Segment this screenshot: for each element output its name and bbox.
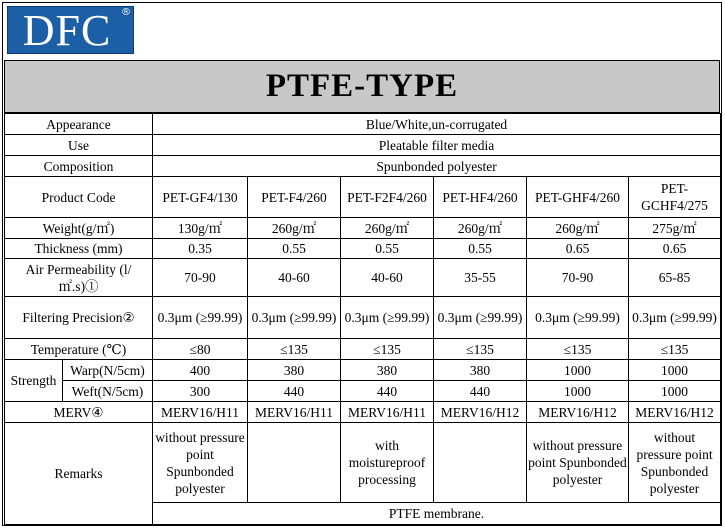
row-strength-warp [5, 360, 721, 381]
filtering-precision-cell: 0.3μm (≥99.99) [434, 297, 527, 339]
warp-cell: 1000 [527, 360, 629, 381]
weft-cell: 300 [153, 381, 248, 402]
air-permeability-cell: 70-90 [153, 259, 248, 297]
composition-value: Spunbonded polyester [153, 156, 721, 177]
filtering-precision-cell: 0.3μm (≥99.99) [527, 297, 629, 339]
thickness-cell: 0.55 [248, 239, 341, 259]
page-title: PTFE-TYPE [265, 68, 459, 104]
warp-cell: 380 [248, 360, 341, 381]
row-remarks [5, 423, 721, 503]
row-temperature [5, 339, 721, 360]
weight-label: Weight(g/㎡) [5, 218, 153, 239]
row-air-permeability [5, 259, 721, 297]
weight-cell: 260g/㎡ [527, 218, 629, 239]
filtering-precision-label: Filtering Precision② [5, 297, 153, 339]
use-value: Pleatable filter media [153, 135, 721, 156]
strength-label: Strength [5, 360, 63, 402]
air-permeability-cell: 70-90 [527, 259, 629, 297]
header [0, 0, 725, 60]
weight-cell: 260g/㎡ [248, 218, 341, 239]
product-code-cell: PET-F2F4/260 [341, 177, 434, 218]
row-strength-weft [5, 381, 721, 402]
weight-cell: 130g/㎡ [153, 218, 248, 239]
product-code-cell: PET-GF4/130 [153, 177, 248, 218]
temperature-cell: ≤135 [248, 339, 341, 360]
air-permeability-label: Air Permeability (l/㎡.s)① [5, 259, 153, 297]
appearance-label: Appearance [5, 114, 153, 135]
spec-table [4, 113, 721, 525]
weft-cell: 440 [434, 381, 527, 402]
remarks-cell: with moistureproof processing [341, 423, 434, 503]
remarks-footer: PTFE membrane. [153, 503, 721, 525]
row-weight [5, 218, 721, 239]
temperature-cell: ≤135 [434, 339, 527, 360]
row-merv [5, 402, 721, 423]
weight-cell: 260g/㎡ [341, 218, 434, 239]
remarks-label: Remarks [5, 423, 153, 525]
thickness-cell: 0.55 [434, 239, 527, 259]
row-thickness [5, 239, 721, 259]
temperature-cell: ≤135 [629, 339, 721, 360]
weight-cell: 260g/㎡ [434, 218, 527, 239]
thickness-cell: 0.55 [341, 239, 434, 259]
product-code-cell: PET-GHF4/260 [527, 177, 629, 218]
product-code-cell: PET-HF4/260 [434, 177, 527, 218]
registered-mark: ® [121, 7, 131, 18]
title-bar [4, 60, 720, 113]
remarks-cell [248, 423, 341, 503]
row-appearance [5, 114, 721, 135]
filtering-precision-cell: 0.3μm (≥99.99) [248, 297, 341, 339]
thickness-cell: 0.65 [629, 239, 721, 259]
warp-cell: 380 [341, 360, 434, 381]
merv-cell: MERV16/H12 [434, 402, 527, 423]
product-code-label: Product Code [5, 177, 153, 218]
dfc-logo [7, 6, 134, 54]
weft-cell: 1000 [527, 381, 629, 402]
use-label: Use [5, 135, 153, 156]
merv-cell: MERV16/H11 [153, 402, 248, 423]
thickness-cell: 0.65 [527, 239, 629, 259]
thickness-label: Thickness (mm) [5, 239, 153, 259]
remarks-cell: without pressure point Spunbonded polyester [629, 423, 721, 503]
remarks-cell [434, 423, 527, 503]
filtering-precision-cell: 0.3μm (≥99.99) [153, 297, 248, 339]
weft-cell: 1000 [629, 381, 721, 402]
warp-cell: 1000 [629, 360, 721, 381]
merv-cell: MERV16/H12 [629, 402, 721, 423]
warp-cell: 400 [153, 360, 248, 381]
merv-cell: MERV16/H11 [341, 402, 434, 423]
air-permeability-cell: 40-60 [248, 259, 341, 297]
product-code-cell: PET-GCHF4/275 [629, 177, 721, 218]
temperature-cell: ≤135 [527, 339, 629, 360]
thickness-cell: 0.35 [153, 239, 248, 259]
warp-cell: 380 [434, 360, 527, 381]
merv-cell: MERV16/H11 [248, 402, 341, 423]
temperature-label: Temperature (℃) [5, 339, 153, 360]
merv-cell: MERV16/H12 [527, 402, 629, 423]
appearance-value: Blue/White,un-corrugated [153, 114, 721, 135]
row-product-code [5, 177, 721, 218]
product-code-cell: PET-F4/260 [248, 177, 341, 218]
filtering-precision-cell: 0.3μm (≥99.99) [629, 297, 721, 339]
temperature-cell: ≤135 [341, 339, 434, 360]
weight-cell: 275g/㎡ [629, 218, 721, 239]
warp-label: Warp(N/5cm) [63, 360, 153, 381]
filtering-precision-cell: 0.3μm (≥99.99) [341, 297, 434, 339]
remarks-cell: without pressure point Spunbonded polyester [153, 423, 248, 503]
row-filtering-precision [5, 297, 721, 339]
weft-cell: 440 [341, 381, 434, 402]
remarks-cell: without pressure point Spunbonded polyester [527, 423, 629, 503]
composition-label: Composition [5, 156, 153, 177]
weft-cell: 440 [248, 381, 341, 402]
row-composition [5, 156, 721, 177]
row-use [5, 135, 721, 156]
temperature-cell: ≤80 [153, 339, 248, 360]
air-permeability-cell: 65-85 [629, 259, 721, 297]
logo-text: DFC [22, 6, 112, 55]
weft-label: Weft(N/5cm) [63, 381, 153, 402]
air-permeability-cell: 40-60 [341, 259, 434, 297]
merv-label: MERV④ [5, 402, 153, 423]
air-permeability-cell: 35-55 [434, 259, 527, 297]
